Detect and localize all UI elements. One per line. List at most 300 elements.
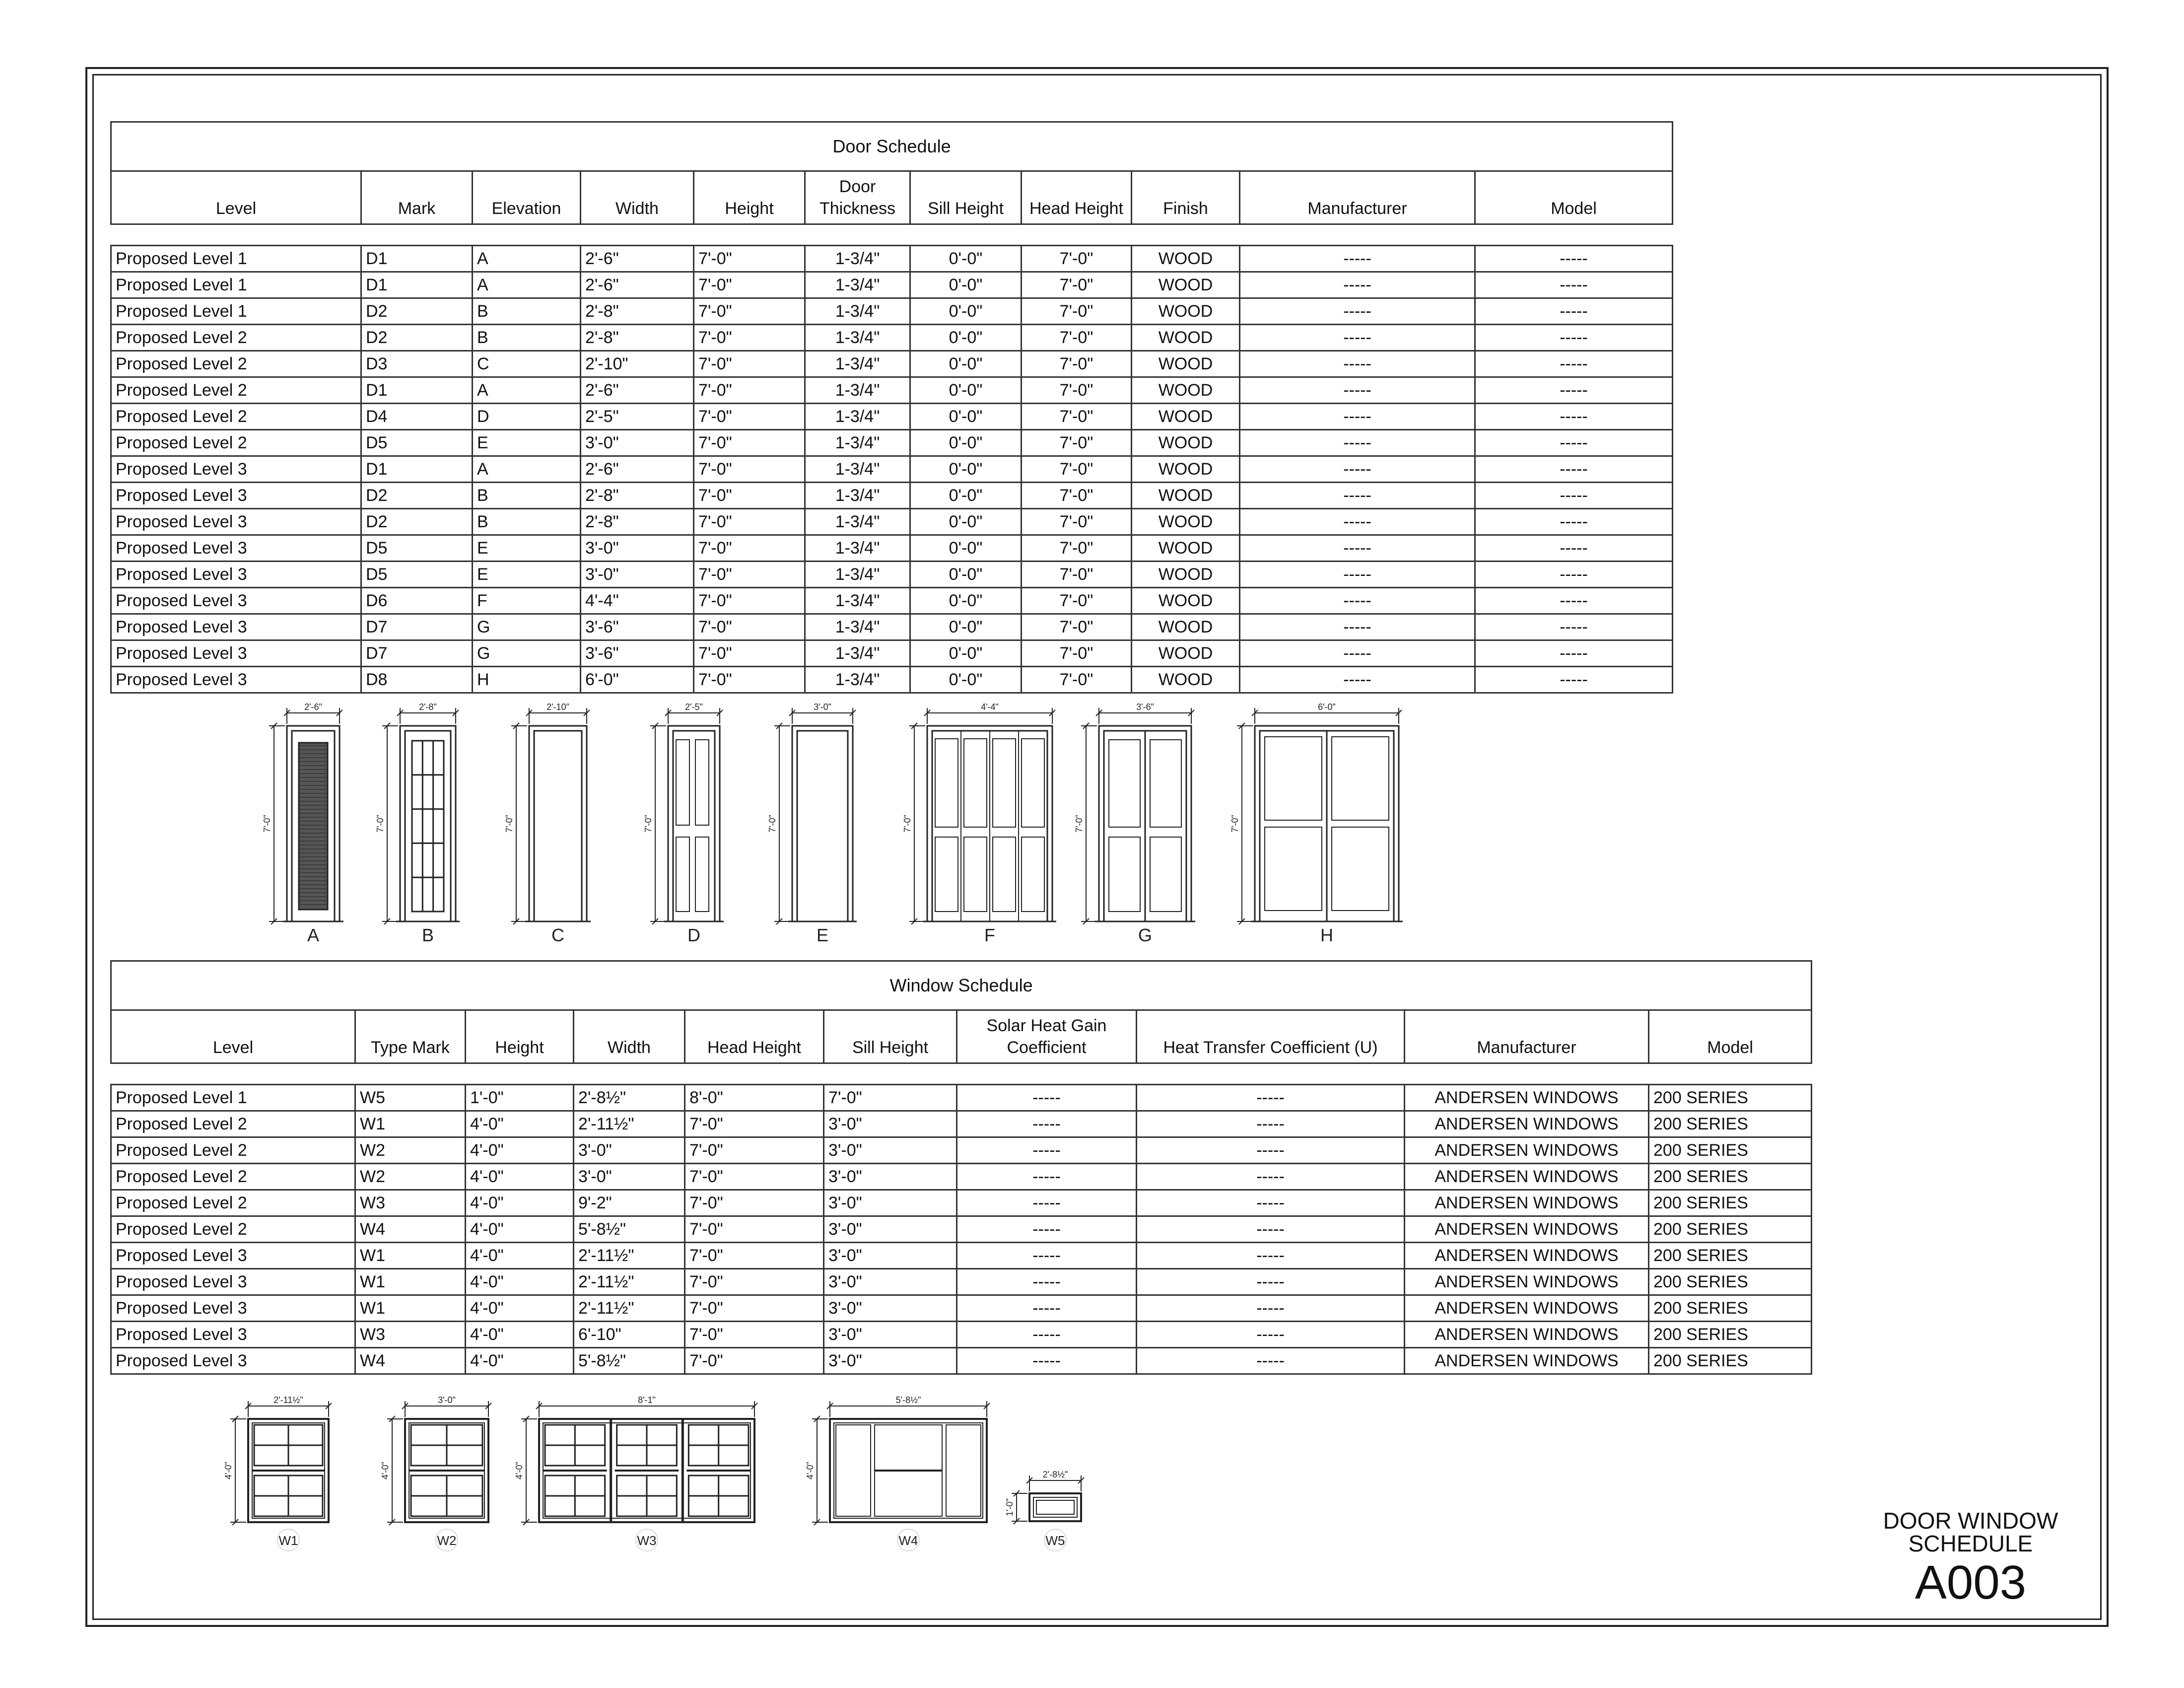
column-header-sill-height: Sill Height — [824, 1010, 957, 1063]
cell-mark: D2 — [361, 509, 473, 535]
cell-heat-transfer-coefficient-u: ----- — [1137, 1295, 1405, 1322]
cell-model: 200 SERIES — [1649, 1269, 1812, 1295]
cell-level: Proposed Level 1 — [111, 246, 361, 272]
cell-head-height: 7'-0" — [685, 1190, 824, 1216]
door-frame — [400, 726, 456, 921]
width-dimension-text: 3'-6" — [1136, 702, 1154, 712]
cell-heat-transfer-coefficient-u: ----- — [1137, 1137, 1405, 1164]
door-schedule-title: Door Schedule — [111, 122, 1673, 171]
cell-width: 3'-6" — [581, 640, 694, 667]
column-header-width: Width — [574, 1010, 685, 1063]
cell-mark: D1 — [361, 456, 473, 483]
door-elevation-label: H — [1320, 925, 1333, 945]
cell-model: ----- — [1475, 667, 1673, 693]
cell-mark: D3 — [361, 351, 473, 377]
cell-door-thickness: 1-3/4" — [805, 351, 910, 377]
cell-level: Proposed Level 3 — [111, 1243, 355, 1269]
cell-manufacturer: ----- — [1240, 272, 1475, 298]
cell-sill-height: 0'-0" — [910, 456, 1022, 483]
cell-height: 7'-0" — [694, 483, 805, 509]
cell-door-thickness: 1-3/4" — [805, 246, 910, 272]
cell-elevation: B — [473, 325, 581, 351]
cell-level: Proposed Level 1 — [111, 298, 361, 325]
width-dimension-text: 6'-0" — [1318, 702, 1336, 712]
cell-head-height: 7'-0" — [1022, 351, 1132, 377]
cell-head-height: 7'-0" — [1022, 640, 1132, 667]
cell-model: 200 SERIES — [1649, 1111, 1812, 1137]
cell-sill-height: 0'-0" — [910, 272, 1022, 298]
cell-sill-height: 3'-0" — [824, 1216, 957, 1243]
cell-mark: D4 — [361, 404, 473, 430]
cell-finish: WOOD — [1132, 325, 1240, 351]
cell-manufacturer: ----- — [1240, 246, 1475, 272]
height-dimension-text: 7'-0" — [643, 815, 653, 833]
cell-manufacturer: ----- — [1240, 535, 1475, 562]
cell-level: Proposed Level 2 — [111, 1216, 355, 1243]
cell-level: Proposed Level 2 — [111, 1164, 355, 1190]
cell-width: 2'-6" — [581, 456, 694, 483]
cell-width: 9'-2" — [574, 1190, 685, 1216]
cell-solar-heat-gain-coefficient: ----- — [957, 1269, 1137, 1295]
cell-width: 2'-5" — [581, 404, 694, 430]
cell-model: ----- — [1475, 298, 1673, 325]
cell-sill-height: 0'-0" — [910, 535, 1022, 562]
cell-width: 6'-10" — [574, 1322, 685, 1348]
cell-width: 2'-8" — [581, 509, 694, 535]
door-panel — [676, 837, 689, 912]
height-dimension-text: 7'-0" — [902, 815, 912, 833]
cell-manufacturer: ----- — [1240, 588, 1475, 614]
cell-level: Proposed Level 3 — [111, 509, 361, 535]
cell-sill-height: 3'-0" — [824, 1348, 957, 1374]
cell-elevation: G — [473, 614, 581, 640]
column-header-head-height: Head Height — [685, 1010, 824, 1063]
cell-width: 2'-8½" — [574, 1085, 685, 1111]
cell-height: 7'-0" — [694, 667, 805, 693]
cell-elevation: B — [473, 483, 581, 509]
cell-level: Proposed Level 2 — [111, 1111, 355, 1137]
height-dimension-text: 7'-0" — [504, 815, 514, 833]
door-elevation-label: F — [984, 925, 995, 945]
cell-height: 7'-0" — [694, 588, 805, 614]
cell-level: Proposed Level 2 — [111, 325, 361, 351]
cell-height: 4'-0" — [466, 1137, 574, 1164]
cell-model: ----- — [1475, 325, 1673, 351]
cell-type-mark: W3 — [355, 1190, 466, 1216]
cell-model: ----- — [1475, 535, 1673, 562]
cell-height: 7'-0" — [694, 562, 805, 588]
cell-finish: WOOD — [1132, 298, 1240, 325]
door-panel — [935, 837, 958, 912]
cell-door-thickness: 1-3/4" — [805, 483, 910, 509]
cell-level: Proposed Level 2 — [111, 430, 361, 456]
cell-mark: D2 — [361, 483, 473, 509]
column-header-model: Model — [1475, 171, 1673, 224]
cell-manufacturer: ----- — [1240, 509, 1475, 535]
cell-elevation: C — [473, 351, 581, 377]
cell-sill-height: 3'-0" — [824, 1322, 957, 1348]
column-header-model: Model — [1649, 1010, 1812, 1063]
cell-height: 7'-0" — [694, 404, 805, 430]
width-dimension-text: 2'-11½" — [273, 1395, 303, 1405]
cell-head-height: 7'-0" — [1022, 509, 1132, 535]
cell-height: 7'-0" — [694, 430, 805, 456]
cell-model: ----- — [1475, 456, 1673, 483]
cell-finish: WOOD — [1132, 272, 1240, 298]
cell-solar-heat-gain-coefficient: ----- — [957, 1243, 1137, 1269]
cell-mark: D5 — [361, 562, 473, 588]
door-panel — [1265, 827, 1322, 911]
glass-lites — [412, 741, 444, 912]
cell-model: ----- — [1475, 562, 1673, 588]
width-dimension-text: 3'-0" — [438, 1395, 456, 1405]
window-elevation-label: W3 — [637, 1533, 657, 1548]
cell-model: ----- — [1475, 483, 1673, 509]
cell-type-mark: W1 — [355, 1243, 466, 1269]
cell-finish: WOOD — [1132, 404, 1240, 430]
cell-width: 2'-10" — [581, 351, 694, 377]
cell-height: 4'-0" — [466, 1295, 574, 1322]
door-frame — [529, 726, 587, 921]
cell-mark: D1 — [361, 272, 473, 298]
height-dimension-text: 4'-0" — [223, 1462, 233, 1479]
height-dimension-text: 7'-0" — [767, 815, 777, 833]
door-elevation-g — [1074, 702, 1195, 945]
cell-mark: D1 — [361, 377, 473, 404]
cell-finish: WOOD — [1132, 430, 1240, 456]
cell-sill-height: 0'-0" — [910, 404, 1022, 430]
door-elevation-label: B — [421, 925, 434, 945]
cell-height: 4'-0" — [466, 1243, 574, 1269]
cell-width: 2'-8" — [581, 298, 694, 325]
cell-solar-heat-gain-coefficient: ----- — [957, 1111, 1137, 1137]
cell-finish: WOOD — [1132, 667, 1240, 693]
cell-head-height: 7'-0" — [1022, 456, 1132, 483]
cell-finish: WOOD — [1132, 483, 1240, 509]
cell-type-mark: W4 — [355, 1348, 466, 1374]
cell-manufacturer: ----- — [1240, 298, 1475, 325]
cell-sill-height: 7'-0" — [824, 1085, 957, 1111]
door-panel — [695, 837, 709, 912]
cell-type-mark: W1 — [355, 1269, 466, 1295]
height-dimension-text: 7'-0" — [1230, 815, 1240, 833]
cell-height: 7'-0" — [694, 640, 805, 667]
cell-model: 200 SERIES — [1649, 1190, 1812, 1216]
cell-model: 200 SERIES — [1649, 1085, 1812, 1111]
column-header-height: Height — [694, 171, 805, 224]
window-elevation-label: W1 — [278, 1533, 298, 1548]
cell-manufacturer: ----- — [1240, 483, 1475, 509]
cell-manufacturer: ANDERSEN WINDOWS — [1405, 1348, 1649, 1374]
cell-width: 2'-8" — [581, 325, 694, 351]
cell-elevation: F — [473, 588, 581, 614]
cell-level: Proposed Level 3 — [111, 1348, 355, 1374]
cell-type-mark: W2 — [355, 1164, 466, 1190]
cell-model: 200 SERIES — [1649, 1295, 1812, 1322]
cell-door-thickness: 1-3/4" — [805, 509, 910, 535]
cell-head-height: 7'-0" — [1022, 614, 1132, 640]
cell-head-height: 8'-0" — [685, 1085, 824, 1111]
window-elevation-label: W4 — [898, 1533, 918, 1548]
cell-width: 3'-0" — [574, 1137, 685, 1164]
cell-head-height: 7'-0" — [1022, 483, 1132, 509]
cell-finish: WOOD — [1132, 246, 1240, 272]
cell-mark: D2 — [361, 298, 473, 325]
cell-door-thickness: 1-3/4" — [805, 640, 910, 667]
cell-finish: WOOD — [1132, 588, 1240, 614]
cell-sill-height: 0'-0" — [910, 509, 1022, 535]
cell-solar-heat-gain-coefficient: ----- — [957, 1295, 1137, 1322]
cell-elevation: B — [473, 509, 581, 535]
height-dimension-text: 4'-0" — [514, 1462, 524, 1479]
cell-mark: D7 — [361, 640, 473, 667]
cell-head-height: 7'-0" — [1022, 325, 1132, 351]
cell-height: 7'-0" — [694, 246, 805, 272]
cell-sill-height: 0'-0" — [910, 667, 1022, 693]
cell-sill-height: 0'-0" — [910, 377, 1022, 404]
cell-height: 4'-0" — [466, 1269, 574, 1295]
cell-manufacturer: ANDERSEN WINDOWS — [1405, 1190, 1649, 1216]
door-elevation-label: G — [1138, 925, 1153, 945]
width-dimension-text: 8'-1" — [638, 1395, 656, 1405]
cell-model: ----- — [1475, 272, 1673, 298]
cell-head-height: 7'-0" — [1022, 377, 1132, 404]
cell-head-height: 7'-0" — [685, 1243, 824, 1269]
cell-model: ----- — [1475, 246, 1673, 272]
height-dimension-text: 7'-0" — [1074, 815, 1084, 833]
door-panel — [1150, 837, 1181, 912]
door-leaf — [534, 731, 582, 921]
width-dimension-text: 3'-0" — [814, 702, 831, 712]
cell-manufacturer: ----- — [1240, 456, 1475, 483]
cell-level: Proposed Level 3 — [111, 483, 361, 509]
cell-solar-heat-gain-coefficient: ----- — [957, 1216, 1137, 1243]
width-dimension-text: 2'-10" — [546, 702, 569, 712]
door-leaf — [797, 731, 848, 921]
cell-elevation: E — [473, 535, 581, 562]
cell-solar-heat-gain-coefficient: ----- — [957, 1137, 1137, 1164]
column-header-width: Width — [581, 171, 694, 224]
door-elevation-label: C — [551, 925, 564, 945]
cell-heat-transfer-coefficient-u: ----- — [1137, 1085, 1405, 1111]
cell-head-height: 7'-0" — [1022, 404, 1132, 430]
door-panel — [1022, 739, 1044, 827]
column-header-door-thickness: Door Thickness — [805, 171, 910, 224]
door-elevation-c — [504, 702, 591, 945]
cell-width: 3'-0" — [581, 562, 694, 588]
cell-level: Proposed Level 3 — [111, 614, 361, 640]
column-header-level: Level — [111, 171, 361, 224]
cell-width: 2'-11½" — [574, 1269, 685, 1295]
cell-head-height: 7'-0" — [685, 1164, 824, 1190]
column-header-elevation: Elevation — [473, 171, 581, 224]
cell-mark: D5 — [361, 535, 473, 562]
cell-sill-height: 0'-0" — [910, 298, 1022, 325]
column-header-heat-transfer-coefficient-u: Heat Transfer Coefficient (U) — [1137, 1010, 1405, 1063]
cell-elevation: D — [473, 404, 581, 430]
cell-solar-heat-gain-coefficient: ----- — [957, 1085, 1137, 1111]
cell-model: ----- — [1475, 588, 1673, 614]
cell-manufacturer: ----- — [1240, 614, 1475, 640]
cell-solar-heat-gain-coefficient: ----- — [957, 1348, 1137, 1374]
cell-head-height: 7'-0" — [1022, 562, 1132, 588]
cell-model: ----- — [1475, 614, 1673, 640]
cell-sill-height: 3'-0" — [824, 1164, 957, 1190]
cell-elevation: H — [473, 667, 581, 693]
height-dimension-text: 4'-0" — [805, 1462, 815, 1479]
cell-door-thickness: 1-3/4" — [805, 614, 910, 640]
cell-manufacturer: ----- — [1240, 667, 1475, 693]
cell-head-height: 7'-0" — [1022, 535, 1132, 562]
cell-sill-height: 0'-0" — [910, 640, 1022, 667]
glass-pane — [1036, 1500, 1074, 1514]
column-header-manufacturer: Manufacturer — [1240, 171, 1475, 224]
cell-mark: D7 — [361, 614, 473, 640]
cell-heat-transfer-coefficient-u: ----- — [1137, 1216, 1405, 1243]
window-elevation-w1 — [223, 1395, 332, 1551]
cell-mark: D2 — [361, 325, 473, 351]
column-header-level: Level — [111, 1010, 355, 1063]
cell-finish: WOOD — [1132, 640, 1240, 667]
cell-head-height: 7'-0" — [1022, 588, 1132, 614]
cell-model: ----- — [1475, 377, 1673, 404]
cell-type-mark: W4 — [355, 1216, 466, 1243]
column-header-type-mark: Type Mark — [355, 1010, 466, 1063]
cell-model: 200 SERIES — [1649, 1243, 1812, 1269]
door-elevation-label: D — [687, 925, 700, 945]
cell-manufacturer: ----- — [1240, 377, 1475, 404]
window-elevation-w5 — [1005, 1470, 1084, 1551]
cell-finish: WOOD — [1132, 562, 1240, 588]
cell-sill-height: 3'-0" — [824, 1111, 957, 1137]
cell-width: 5'-8½" — [574, 1216, 685, 1243]
title-block — [1866, 1509, 2075, 1608]
cell-height: 4'-0" — [466, 1111, 574, 1137]
door-panel — [1109, 837, 1140, 912]
cell-width: 2'-6" — [581, 246, 694, 272]
cell-mark: D5 — [361, 430, 473, 456]
cell-manufacturer: ANDERSEN WINDOWS — [1405, 1085, 1649, 1111]
window-elevation-w4 — [805, 1395, 990, 1551]
door-panel — [1022, 837, 1044, 912]
cell-solar-heat-gain-coefficient: ----- — [957, 1164, 1137, 1190]
cell-model: 200 SERIES — [1649, 1322, 1812, 1348]
window-elevation-w3 — [514, 1395, 757, 1551]
width-dimension-text: 2'-8½" — [1042, 1470, 1068, 1479]
door-panel — [1109, 740, 1140, 827]
cell-width: 6'-0" — [581, 667, 694, 693]
cell-height: 7'-0" — [694, 325, 805, 351]
cell-width: 2'-11½" — [574, 1111, 685, 1137]
cell-door-thickness: 1-3/4" — [805, 404, 910, 430]
cell-height: 4'-0" — [466, 1164, 574, 1190]
cell-type-mark: W5 — [355, 1085, 466, 1111]
door-elevation-label: A — [307, 925, 320, 945]
cell-manufacturer: ----- — [1240, 325, 1475, 351]
cell-sill-height: 0'-0" — [910, 614, 1022, 640]
sheet-name-line1: DOOR WINDOW — [1883, 1508, 2058, 1534]
cell-manufacturer: ANDERSEN WINDOWS — [1405, 1322, 1649, 1348]
cell-head-height: 7'-0" — [1022, 667, 1132, 693]
door-panel — [695, 740, 709, 825]
cell-height: 7'-0" — [694, 509, 805, 535]
cell-finish: WOOD — [1132, 377, 1240, 404]
height-dimension-text: 7'-0" — [262, 815, 272, 833]
door-panel — [964, 739, 987, 827]
door-frame — [792, 726, 853, 921]
door-panel — [993, 739, 1016, 827]
cell-door-thickness: 1-3/4" — [805, 535, 910, 562]
cell-door-thickness: 1-3/4" — [805, 272, 910, 298]
cell-height: 7'-0" — [694, 272, 805, 298]
cell-level: Proposed Level 2 — [111, 404, 361, 430]
cell-width: 4'-4" — [581, 588, 694, 614]
cell-level: Proposed Level 2 — [111, 1137, 355, 1164]
cell-sill-height: 0'-0" — [910, 588, 1022, 614]
cell-height: 7'-0" — [694, 535, 805, 562]
cell-finish: WOOD — [1132, 535, 1240, 562]
cell-level: Proposed Level 3 — [111, 1269, 355, 1295]
cell-height: 7'-0" — [694, 456, 805, 483]
width-dimension-text: 5'-8½" — [895, 1395, 921, 1405]
cell-elevation: B — [473, 298, 581, 325]
cell-width: 2'-6" — [581, 377, 694, 404]
cell-manufacturer: ANDERSEN WINDOWS — [1405, 1164, 1649, 1190]
cell-height: 4'-0" — [466, 1190, 574, 1216]
cell-manufacturer: ----- — [1240, 351, 1475, 377]
cell-level: Proposed Level 3 — [111, 456, 361, 483]
cell-height: 1'-0" — [466, 1085, 574, 1111]
cell-heat-transfer-coefficient-u: ----- — [1137, 1243, 1405, 1269]
cell-finish: WOOD — [1132, 614, 1240, 640]
height-dimension-text: 1'-0" — [1005, 1498, 1015, 1516]
cell-level: Proposed Level 3 — [111, 667, 361, 693]
cell-head-height: 7'-0" — [685, 1322, 824, 1348]
width-dimension-text: 2'-8" — [419, 702, 437, 712]
cell-heat-transfer-coefficient-u: ----- — [1137, 1269, 1405, 1295]
cell-type-mark: W1 — [355, 1295, 466, 1322]
cell-finish: WOOD — [1132, 351, 1240, 377]
column-header-manufacturer: Manufacturer — [1405, 1010, 1649, 1063]
cell-width: 2'-11½" — [574, 1295, 685, 1322]
cell-head-height: 7'-0" — [685, 1348, 824, 1374]
cell-type-mark: W1 — [355, 1111, 466, 1137]
cell-mark: D1 — [361, 246, 473, 272]
cell-heat-transfer-coefficient-u: ----- — [1137, 1111, 1405, 1137]
window-elevation-label: W5 — [1045, 1533, 1065, 1548]
cell-level: Proposed Level 3 — [111, 1295, 355, 1322]
cell-elevation: A — [473, 272, 581, 298]
door-elevation-e — [767, 702, 857, 945]
cell-elevation: A — [473, 246, 581, 272]
cell-elevation: A — [473, 456, 581, 483]
width-dimension-text: 2'-5" — [685, 702, 703, 712]
cell-level: Proposed Level 1 — [111, 1085, 355, 1111]
column-header-sill-height: Sill Height — [910, 171, 1022, 224]
cell-width: 3'-6" — [581, 614, 694, 640]
column-header-solar-heat-gain-coefficient: Solar Heat Gain Coefficient — [957, 1010, 1137, 1063]
door-panel — [935, 739, 958, 827]
cell-door-thickness: 1-3/4" — [805, 298, 910, 325]
cell-level: Proposed Level 3 — [111, 1322, 355, 1348]
cell-head-height: 7'-0" — [685, 1111, 824, 1137]
cell-manufacturer: ----- — [1240, 562, 1475, 588]
cell-manufacturer: ----- — [1240, 640, 1475, 667]
cell-sill-height: 3'-0" — [824, 1295, 957, 1322]
cell-head-height: 7'-0" — [1022, 430, 1132, 456]
cell-manufacturer: ----- — [1240, 430, 1475, 456]
door-elevation-d — [643, 702, 724, 945]
